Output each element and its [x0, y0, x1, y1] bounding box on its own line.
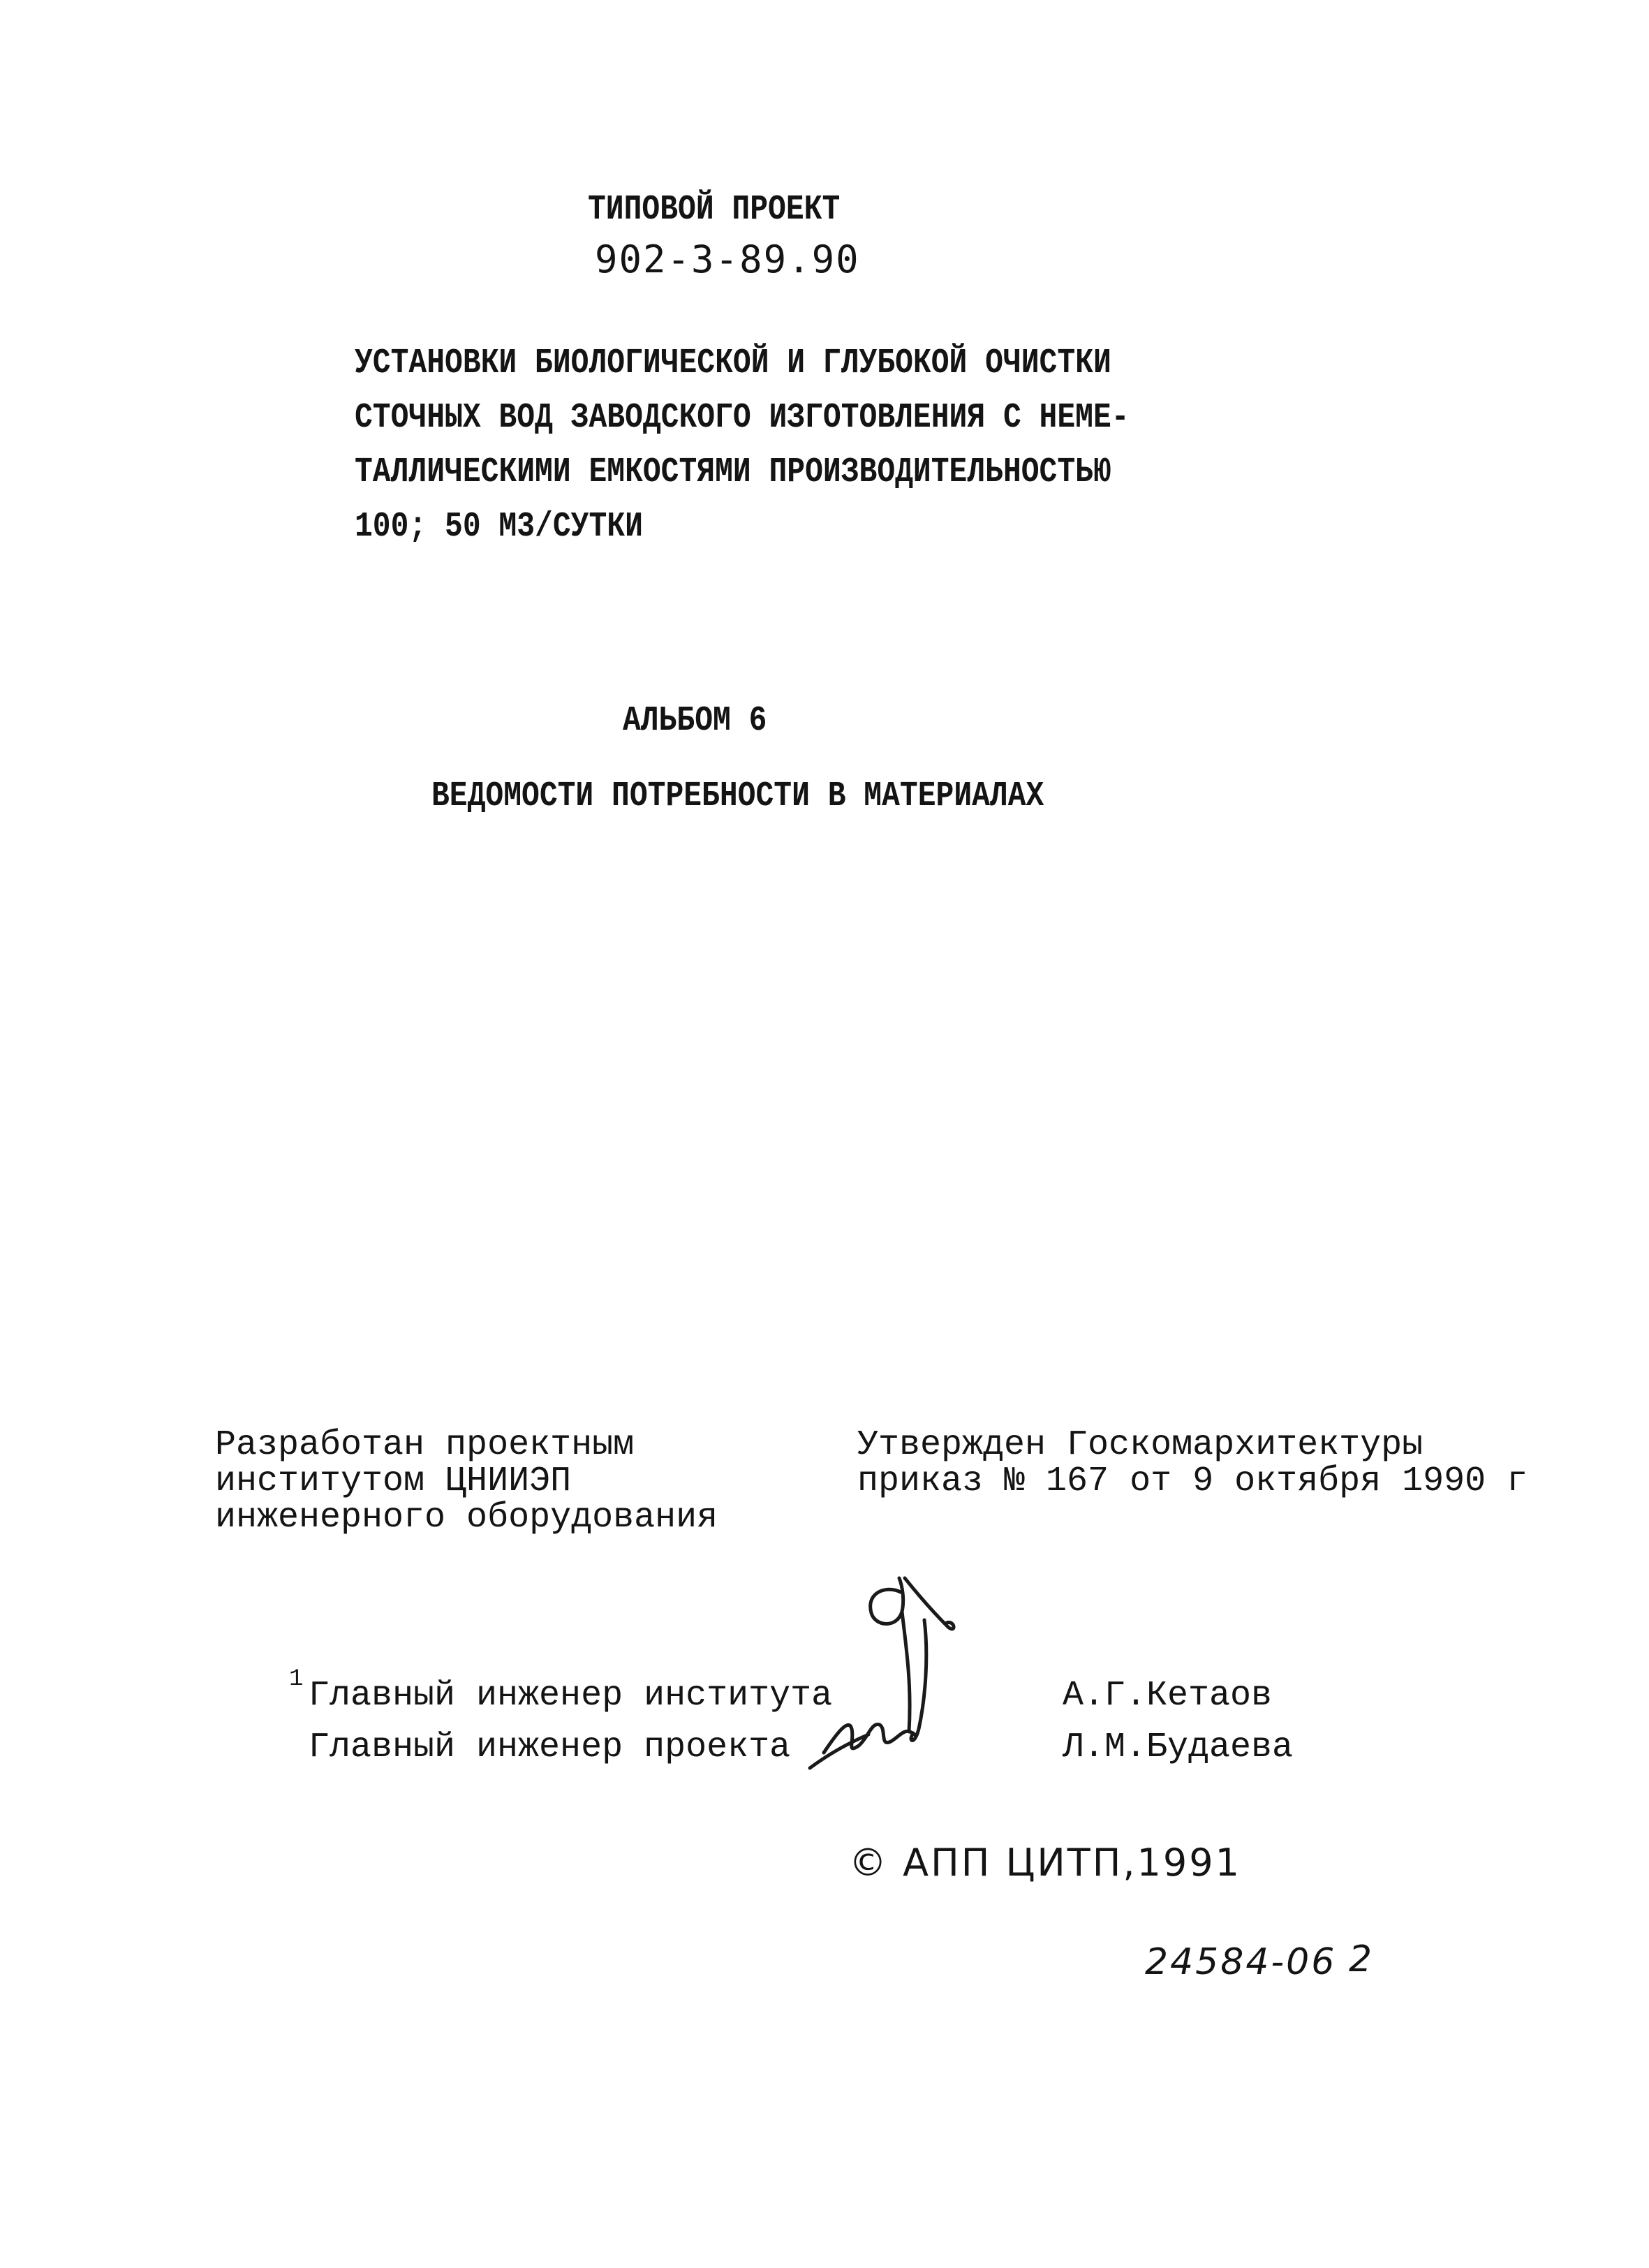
developer-line: институтом ЦНИИЭП	[215, 1461, 572, 1501]
project-label: ТИПОВОЙ ПРОЕКТ	[588, 190, 841, 230]
album-title: АЛЬБОМ 6	[623, 701, 767, 741]
signature-name: А.Г.Кетаов	[1063, 1676, 1273, 1716]
page-number: 2	[1349, 1938, 1375, 1980]
developer-line: Разработан проектным	[215, 1425, 635, 1465]
signature-role: Главный инженер проекта	[309, 1728, 791, 1767]
inventory-number: 24584-06	[1145, 1941, 1337, 1983]
approval-line: приказ № 167 от 9 октября 1990 г	[857, 1461, 1528, 1501]
description-line: УСТАНОВКИ БИОЛОГИЧЕСКОЙ И ГЛУБОКОЙ ОЧИСТКИ	[355, 344, 1111, 383]
project-number: 902-3-89.90	[595, 237, 860, 281]
album-subtitle: ВЕДОМОСТИ ПОТРЕБНОСТИ В МАТЕРИАЛАХ	[431, 776, 1044, 816]
signature-marker: 1	[289, 1666, 304, 1693]
handwritten-signature-image	[782, 1571, 1019, 1781]
project-description	[355, 337, 1130, 554]
description-line: 100; 50 М3/СУТКИ	[355, 507, 643, 547]
approval-line: Утвержден Госкомархитектуры	[857, 1425, 1424, 1465]
description-line: СТОЧНЫХ ВОД ЗАВОДСКОГО ИЗГОТОВЛЕНИЯ С НЕМЕ-	[355, 398, 1130, 438]
description-line: ТАЛЛИЧЕСКИМИ ЕМКОСТЯМИ ПРОИЗВОДИТЕЛЬНОСТЬЮ	[355, 452, 1111, 492]
copyright-stamp: © АПП ЦИТП,1991	[849, 1841, 1241, 1885]
developer-line: инженерного оборудования	[215, 1498, 718, 1538]
signature-name: Л.М.Будаева	[1063, 1728, 1294, 1767]
signature-role: Главный инженер института	[309, 1676, 833, 1716]
developer-block	[215, 1427, 718, 1536]
approval-block	[857, 1427, 1528, 1500]
